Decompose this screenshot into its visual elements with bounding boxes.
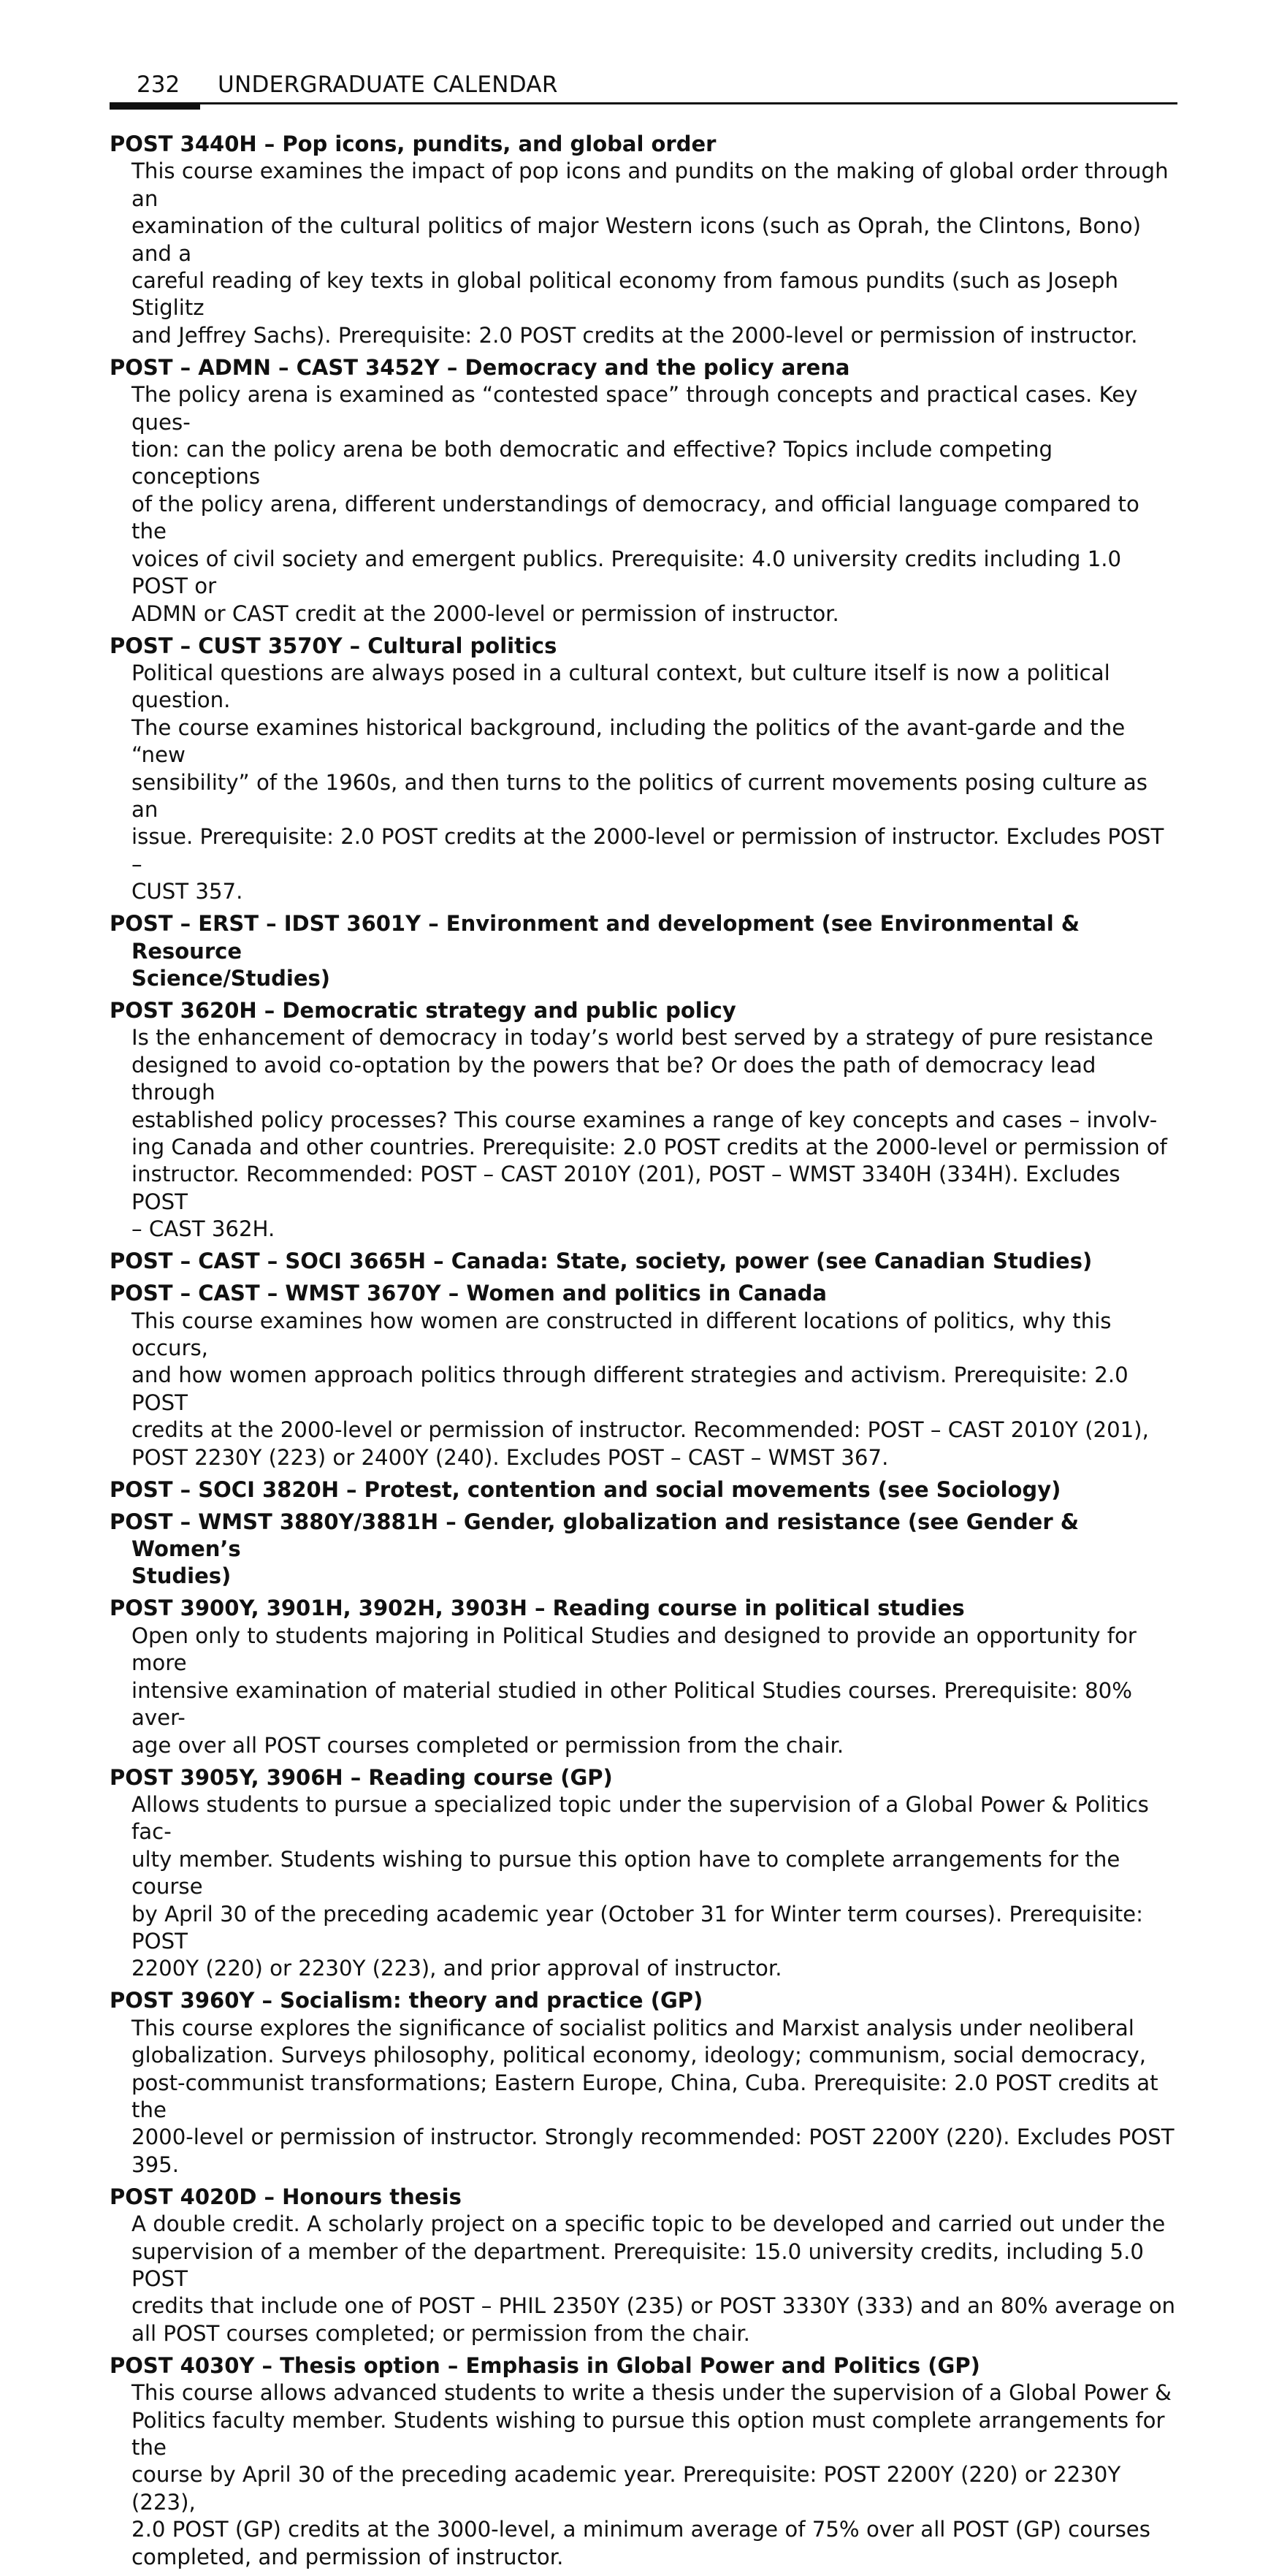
description-line: supervision of a member of the department. Prerequisite: 15.0 university credits, including 5.0 POST (131, 2238, 1144, 2291)
course-description (110, 1308, 1177, 1471)
description-line: tion: can the policy arena be both democratic and effective? Topics include competing conceptions (131, 437, 1053, 489)
description-line: instructor. Recommended: POST – CAST 2010Y (201), POST – WMST 3340H (334H). Excludes POST (131, 1162, 1120, 1214)
description-line: post-communist transformations; Eastern Europe, China, Cuba. Prerequisite: 2.0 POST credits at the (131, 2070, 1158, 2122)
course-description (110, 1623, 1177, 1759)
course-entry (110, 354, 1177, 628)
course-entry (110, 1764, 1177, 1983)
description-line: by April 30 of the preceding academic year (October 31 for Winter term courses). Prerequisite: POST (131, 1901, 1143, 1954)
course-description (110, 1791, 1177, 1983)
page-number: 232 (137, 72, 180, 98)
description-line: and Jeffrey Sachs). Prerequisite: 2.0 POST credits at the 2000-level or permission of instructor. (131, 322, 1138, 348)
course-title: POST – CUST 3570Y – Cultural politics (110, 633, 557, 658)
course-description (110, 158, 1177, 349)
description-line: and how women approach politics through different strategies and activism. Prerequisite: 2.0 POST (131, 1363, 1128, 1415)
description-line: The policy arena is examined as “contested space” through concepts and practical cases. Key ques- (131, 382, 1138, 435)
description-line: intensive examination of material studied in other Political Studies courses. Prerequisite: 80% aver- (131, 1677, 1132, 1731)
course-title-line: Studies) (131, 1563, 232, 1589)
course-title-line: POST – ERST – IDST 3601Y – Environment and development (see Environmental & Resource (110, 911, 1080, 964)
description-line: Is the enhancement of democracy in today’s world best served by a strategy of pure resistance (131, 1025, 1153, 1051)
description-line: course by April 30 of the preceding academic year. Prerequisite: POST 2200Y (220) or 2230Y (223), (131, 2462, 1121, 2515)
course-entry (110, 2184, 1177, 2347)
description-line: Politics faculty member. Students wishing to pursue this option must complete arrangements for the (131, 2407, 1165, 2461)
course-title: POST 3440H – Pop icons, pundits, and global order (110, 132, 717, 156)
course-title: POST 3960Y – Socialism: theory and practice (GP) (110, 1988, 703, 2013)
description-line: designed to avoid co-optation by the powers that be? Or does the path of democracy lead through (131, 1052, 1096, 1105)
course-entry (110, 1280, 1177, 1471)
description-line: 395. (131, 2152, 179, 2177)
description-line: credits at the 2000-level or permission of instructor. Recommended: POST – CAST 2010Y (201), (131, 1417, 1149, 1443)
description-line: of the policy arena, different understandings of democracy, and official language compared to the (131, 491, 1139, 544)
description-line: issue. Prerequisite: 2.0 POST credits at the 2000-level or permission of instructor. Excludes POST – (131, 824, 1164, 877)
course-entry (110, 997, 1177, 1243)
course-title: POST 4020D – Honours thesis (110, 2184, 462, 2209)
description-line: examination of the cultural politics of major Western icons (such as Oprah, the Clintons, Bono) and a (131, 213, 1142, 266)
course-description (110, 1024, 1177, 1243)
course-entry (110, 910, 1177, 992)
description-line: 2.0 POST (GP) credits at the 3000-level, a minimum average of 75% over all POST (GP) courses (131, 2517, 1150, 2542)
course-title-line: Science/Studies) (131, 965, 331, 991)
description-line: This course examines the impact of pop icons and pundits on the making of global order through an (131, 159, 1169, 211)
course-entry (110, 633, 1177, 906)
description-line: CUST 357. (131, 879, 243, 904)
course-entry (110, 1476, 1177, 1504)
course-title (110, 910, 1177, 992)
description-line: ulty member. Students wishing to pursue this option have to complete arrangements for the course (131, 1846, 1120, 1899)
description-line: 2200Y (220) or 2230Y (223), and prior approval of instructor. (131, 1956, 782, 1981)
description-line: careful reading of key texts in global political economy from famous pundits (such as Joseph Stiglitz (131, 268, 1118, 321)
course-title: POST – CAST – SOCI 3665H – Canada: State, society, power (see Canadian Studies) (110, 1249, 1093, 1274)
description-line: This course explores the significance of socialist politics and Marxist analysis under neoliberal (131, 2015, 1134, 2040)
description-line: all POST courses completed; or permission from the chair. (131, 2320, 750, 2346)
description-line: established policy processes? This course examines a range of key concepts and cases – involv- (131, 1107, 1158, 1132)
course-entry (110, 1248, 1177, 1275)
course-title: POST – ADMN – CAST 3452Y – Democracy and the policy arena (110, 354, 850, 380)
description-line: 2000-level or permission of instructor. Strongly recommended: POST 2200Y (220). Excludes POST (131, 2125, 1175, 2150)
description-line: sensibility” of the 1960s, and then turns to the politics of current movements posing culture as an (131, 769, 1147, 822)
course-title: POST – SOCI 3820H – Protest, contention and social movements (see Sociology) (110, 1476, 1061, 1502)
course-title: POST 4030Y – Thesis option – Emphasis in Global Power and Politics (GP) (110, 2352, 980, 2378)
course-entry (110, 131, 1177, 349)
description-line: Allows students to pursue a specialized topic under the supervision of a Global Power & Politics fac- (131, 1791, 1149, 1845)
description-line: completed, and permission of instructor. (131, 2544, 564, 2569)
page-header (110, 69, 1177, 110)
course-description (110, 660, 1177, 906)
course-description (110, 2211, 1177, 2347)
course-title: POST 3905Y, 3906H – Reading course (GP) (110, 1764, 613, 1790)
description-line: Political questions are always posed in a cultural context, but culture itself is now a political question. (131, 660, 1110, 713)
course-title (110, 1509, 1177, 1590)
running-title: UNDERGRADUATE CALENDAR (218, 72, 558, 98)
course-description (110, 2379, 1177, 2571)
course-entry (110, 2352, 1177, 2571)
description-line: The course examines historical background, including the politics of the avant-garde and the “new (131, 715, 1126, 768)
course-entry (110, 1509, 1177, 1590)
description-line: credits that include one of POST – PHIL 2350Y (235) or POST 3330Y (333) and an 80% average on (131, 2293, 1176, 2319)
course-title-line: POST – WMST 3880Y/3881H – Gender, globalization and resistance (see Gender & Women’s (110, 1509, 1080, 1562)
course-title: POST 3620H – Democratic strategy and public policy (110, 997, 736, 1023)
description-line: Open only to students majoring in Political Studies and designed to provide an opportunity for more (131, 1623, 1137, 1676)
description-line: – CAST 362H. (131, 1216, 275, 1242)
header-rule (110, 102, 1177, 104)
description-line: POST 2230Y (223) or 2400Y (240). Excludes POST – CAST – WMST 367. (131, 1444, 889, 1470)
description-line: ing Canada and other countries. Prerequisite: 2.0 POST credits at the 2000-level or permission of (131, 1135, 1167, 1159)
course-listing (110, 131, 1177, 2576)
course-title: POST – CAST – WMST 3670Y – Women and politics in Canada (110, 1281, 827, 1306)
course-description (110, 2015, 1177, 2179)
header-tab-marker (110, 102, 200, 110)
description-line: age over all POST courses completed or permission from the chair. (131, 1732, 844, 1758)
description-line: This course examines how women are constructed in different locations of politics, why this occurs, (131, 1308, 1112, 1361)
description-line: A double credit. A scholarly project on a specific topic to be developed and carried out under the (131, 2211, 1166, 2237)
course-title: POST 3900Y, 3901H, 3902H, 3903H – Reading course in political studies (110, 1596, 965, 1621)
course-entry (110, 1595, 1177, 1758)
description-line: voices of civil society and emergent publics. Prerequisite: 4.0 university credits including 1.0 POST or (131, 546, 1122, 599)
description-line: This course allows advanced students to write a thesis under the supervision of a Global Power & (131, 2380, 1172, 2406)
course-entry (110, 1987, 1177, 2179)
course-description (110, 381, 1177, 628)
description-line: ADMN or CAST credit at the 2000-level or permission of instructor. (131, 601, 839, 626)
description-line: globalization. Surveys philosophy, political economy, ideology; communism, social democracy, (131, 2043, 1146, 2068)
